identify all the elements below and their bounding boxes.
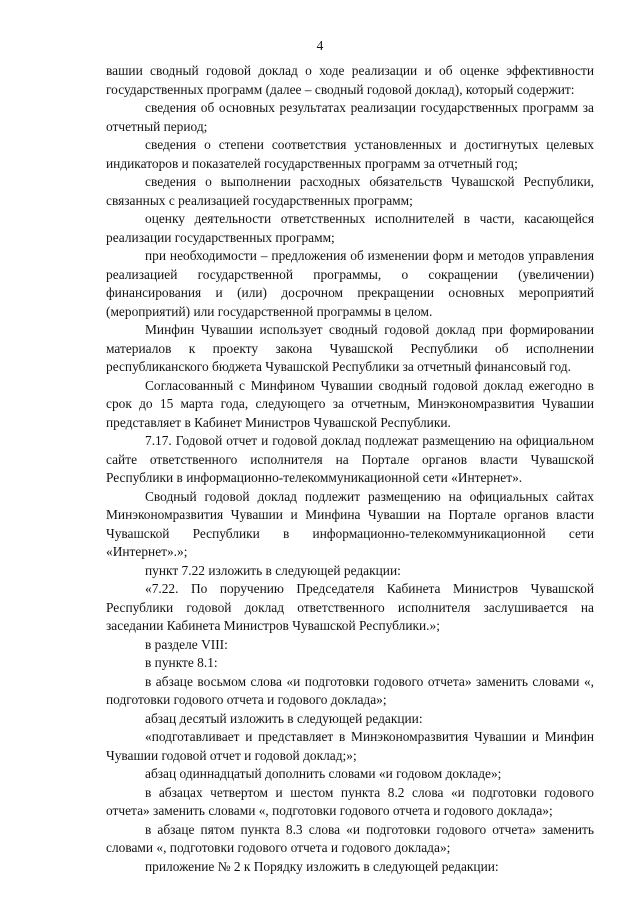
page-number: 4	[316, 38, 324, 53]
paragraph: приложение № 2 к Порядку изложить в следующей редакции:	[145, 858, 499, 874]
paragraph: абзац десятый изложить в следующей редакции:	[145, 710, 423, 726]
paragraph: в абзацах четвертом и шестом пункта 8.2 слова «и подготовки годового отчета» заменить словами «, подготовки годового отчета и годового доклада»;	[106, 784, 594, 818]
paragraph: сведения об основных результатах реализации государственных программ за отчетный период;	[106, 100, 594, 134]
paragraph: абзац одиннадцатый дополнить словами «и годовом докладе»;	[145, 766, 502, 781]
paragraph-7-17: 7.17. Годовой отчет и годовой доклад подлежат размещению на официальном сайте ответственного исполнителя на Портале органов власти Чувашской Республики в информационно-телекоммуникационной сети «Интернет».	[106, 433, 594, 485]
paragraph: в абзаце восьмом слова «и подготовки годового отчета» заменить словами «, подготовки годового отчета и годового доклада»;	[106, 673, 594, 707]
paragraph-7-22: «7.22. По поручению Председателя Кабинета Министров Чувашской Республики годовой доклад ответственного исполнителя заслушивается на заседании Кабинета Министров Чувашской Республики.»;	[106, 581, 594, 633]
document-body	[106, 62, 594, 876]
paragraph: «подготавливает и представляет в Минэкономразвития Чувашии и Минфин Чувашии годовой отчет и годовой доклад;»;	[106, 729, 594, 763]
paragraph-continuation: вашии сводный годовой доклад о ходе реализации и об оценке эффективности государственных программ (далее – сводный годовой доклад), который содержит:	[106, 63, 594, 97]
paragraph: оценку деятельности ответственных исполнителей в части, касающейся реализации государственных программ;	[106, 211, 594, 245]
paragraph: Согласованный с Минфином Чувашии сводный годовой доклад ежегодно в срок до 15 марта года, следующего за отчетным, Минэкономразвития Чувашии представляет в Кабинет Министров Чувашской Республики.	[106, 377, 594, 430]
paragraph: в разделе VIII:	[145, 636, 228, 652]
paragraph: пункт 7.22 изложить в следующей редакции:	[145, 562, 401, 578]
paragraph: сведения о степени соответствия установленных и достигнутых целевых индикаторов и показателей государственных программ за отчетный год;	[106, 137, 594, 171]
paragraph: Сводный годовой доклад подлежит размещению на официальных сайтах Минэкономразвития Чувашии и Минфина Чувашии на Портале органов власти Чувашской Республики в информационно-телекоммуникационной сети «Интернет».»;	[106, 488, 594, 559]
paragraph: Минфин Чувашии использует сводный годовой доклад при формировании материалов к проекту закона Чувашской Республики об исполнении республиканского бюджета Чувашской Республики за отчетный финансовый год.	[106, 322, 594, 374]
paragraph: сведения о выполнении расходных обязательств Чувашской Республики, связанных с реализацией государственных программ;	[106, 174, 594, 208]
paragraph: в абзаце пятом пункта 8.3 слова «и подготовки годового отчета» заменить словами «, подготовки годового отчета и годового доклада»;	[106, 821, 594, 855]
paragraph: при необходимости – предложения об изменении форм и методов управления реализацией государственной программы, о сокращении (увеличении) финансирования и (или) досрочном прекращении основных мероприятий (мероприятий) или государственной программы в целом.	[106, 248, 594, 319]
paragraph: в пункте 8.1:	[145, 655, 218, 670]
